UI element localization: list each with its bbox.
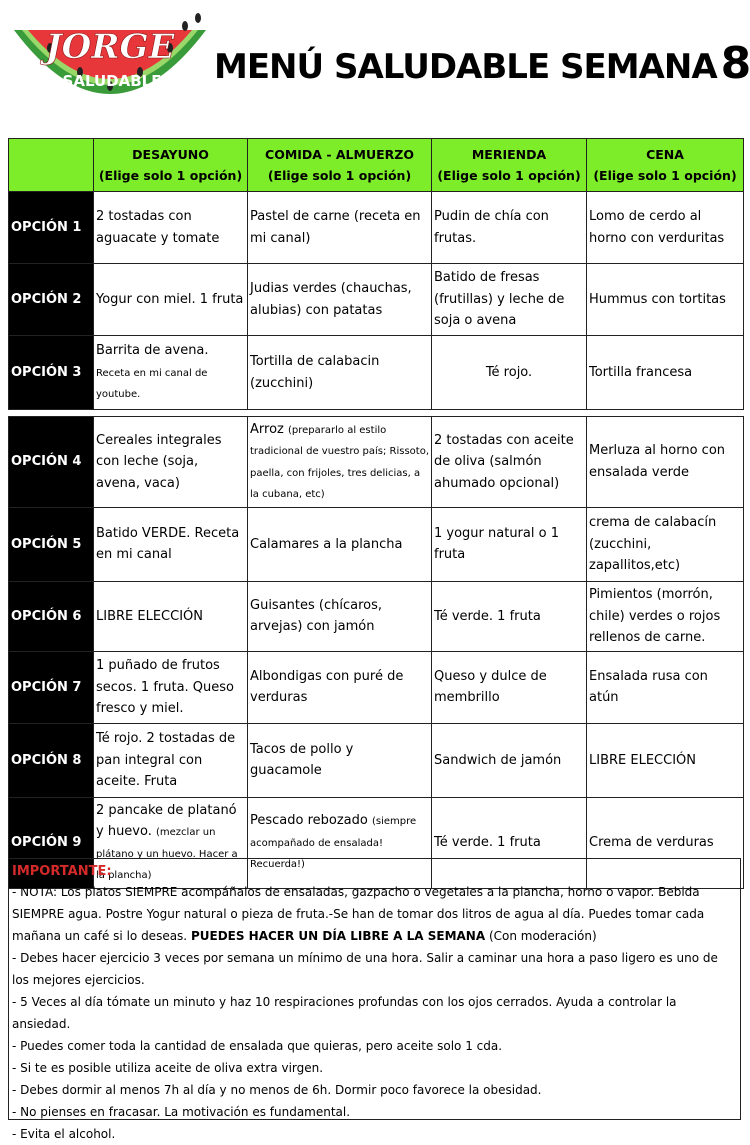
cell-cena: Pimientos (morrón, chile) verdes o rojos rellenos de carne.	[587, 581, 744, 651]
cell-merienda: Té verde. 1 fruta	[432, 797, 587, 888]
cell-comida: Tortilla de calabacin (zucchini)	[248, 336, 432, 410]
col-header-comida: COMIDA - ALMUERZO (Elige solo 1 opción)	[248, 139, 432, 192]
cell-note: (mezclar un plátano y un huevo. Hacer a la plancha)	[96, 827, 238, 882]
table-row	[9, 417, 744, 508]
note-item: - No pienses en fracasar. La motivación es fundamental.	[12, 1105, 351, 1119]
cell-merienda: Pudin de chía con frutas.	[432, 192, 587, 264]
cell-merienda: Té verde. 1 fruta	[432, 581, 587, 651]
table-row	[9, 651, 744, 723]
note-bold: PUEDES HACER UN DÍA LIBRE A LA SEMANA	[190, 929, 486, 943]
logo-text-1: JORGE	[45, 27, 175, 67]
menu-table	[8, 138, 744, 889]
table-row	[9, 581, 744, 651]
cell-cena: Tortilla francesa	[587, 336, 744, 410]
cell-desayuno: Batido VERDE. Receta en mi canal	[94, 507, 248, 581]
option-label: OPCIÓN 2	[9, 264, 94, 336]
note-item: - Debes dormir al menos 7h al día y no menos de 6h. Dormir poco favorece la obesidad.	[12, 1083, 542, 1097]
table-row	[9, 723, 744, 797]
option-label: OPCIÓN 6	[9, 581, 94, 651]
option-label: OPCIÓN 7	[9, 651, 94, 723]
note-item: - Evita el alcohol.	[12, 1127, 116, 1141]
table-row	[9, 264, 744, 336]
watermelon-logo-icon	[10, 8, 210, 123]
cell-cena: crema de calabacín (zucchini, zapallitos,etc)	[587, 507, 744, 581]
page-title	[214, 38, 750, 89]
cell-merienda: 2 tostadas con aceite de oliva (salmón ahumado opcional)	[432, 417, 587, 508]
title-text: MENÚ SALUDABLE SEMANA	[214, 47, 717, 87]
notes-box	[8, 858, 741, 1141]
table-row	[9, 507, 744, 581]
cell-comida: Tacos de pollo y guacamole	[248, 723, 432, 797]
option-label: OPCIÓN 3	[9, 336, 94, 410]
cell-desayuno: Yogur con miel. 1 fruta	[94, 264, 248, 336]
cell-comida: Albondigas con puré de verduras	[248, 651, 432, 723]
cell-comida: Pastel de carne (receta en mi canal)	[248, 192, 432, 264]
cell-cena: Crema de verduras	[587, 797, 744, 888]
cell-merienda: Queso y dulce de membrillo	[432, 651, 587, 723]
option-label: OPCIÓN 5	[9, 507, 94, 581]
cell-comida: Judias verdes (chauchas, alubias) con patatas	[248, 264, 432, 336]
cell-cena: Merluza al horno con ensalada verde	[587, 417, 744, 508]
cell-cena: Hummus con tortitas	[587, 264, 744, 336]
note-item: - 5 Veces al día tómate un minuto y haz 10 respiraciones profundas con los ojos cerrados. Ayuda a controlar la ansiedad.	[12, 995, 677, 1031]
option-label: OPCIÓN 4	[9, 417, 94, 508]
note-item: - Debes hacer ejercicio 3 veces por semana un mínimo de una hora. Salir a caminar una hora a paso ligero es uno de los mejores ejercicios.	[12, 951, 718, 987]
cell-note: (siempre acompañado de ensalada! Recuerda!)	[250, 816, 417, 871]
col-header-cena: CENA (Elige solo 1 opción)	[587, 139, 744, 192]
note-paragraph: - NOTA: Los platos SIEMPRE acompáñalos de ensaladas, gazpacho o vegetales a la plancha, horno o vapor. Bebida SIEMPRE agua. Postre Yogur natural o pieza de fruta.-Se han de tomar dos litros de agua al día. Puedes tomar cada mañana un café si lo deseas. PUEDES HACER UN DÍA LIBRE A LA SEMANA (Con moderación)	[12, 885, 705, 943]
cell-merienda: Batido de fresas (frutillas) y leche de soja o avena	[432, 264, 587, 336]
row-separator	[9, 410, 744, 417]
cell-desayuno: Té rojo. 2 tostadas de pan integral con aceite. Fruta	[94, 723, 248, 797]
option-label: OPCIÓN 8	[9, 723, 94, 797]
table-row	[9, 336, 744, 410]
table-row	[9, 192, 744, 264]
cell-comida: Calamares a la plancha	[248, 507, 432, 581]
cell-comida: Pescado rebozado (siempre acompañado de ensalada! Recuerda!)	[248, 797, 432, 888]
cell-desayuno: 2 tostadas con aguacate y tomate	[94, 192, 248, 264]
note-item: - Puedes comer toda la cantidad de ensalada que quieras, pero aceite solo 1 cda.	[12, 1039, 503, 1053]
cell-desayuno: Barrita de avena. Receta en mi canal de youtube.	[94, 336, 248, 410]
col-header-merienda: MERIENDA (Elige solo 1 opción)	[432, 139, 587, 192]
cell-cena: Ensalada rusa con atún	[587, 651, 744, 723]
cell-merienda: Sandwich de jamón	[432, 723, 587, 797]
note-item: - Si te es posible utiliza aceite de oliva extra virgen.	[12, 1061, 324, 1075]
cell-comida: Guisantes (chícaros, arvejas) con jamón	[248, 581, 432, 651]
header-row	[9, 139, 744, 192]
notes-heading: IMPORTANTE:	[12, 864, 112, 879]
cell-merienda: 1 yogur natural o 1 fruta	[432, 507, 587, 581]
cell-cena: Lomo de cerdo al horno con verduritas	[587, 192, 744, 264]
option-label: OPCIÓN 1	[9, 192, 94, 264]
cell-cena: LIBRE ELECCIÓN	[587, 723, 744, 797]
cell-desayuno: 1 puñado de frutos secos. 1 fruta. Queso fresco y miel.	[94, 651, 248, 723]
option-label: OPCIÓN 9	[9, 797, 94, 888]
cell-desayuno: LIBRE ELECCIÓN	[94, 581, 248, 651]
cell-desayuno: Cereales integrales con leche (soja, avena, vaca)	[94, 417, 248, 508]
week-number: 8	[720, 38, 750, 89]
col-header-desayuno: DESAYUNO (Elige solo 1 opción)	[94, 139, 248, 192]
logo-text-2: SALUDABLE	[62, 72, 162, 90]
cell-note: Receta en mi canal de youtube.	[96, 367, 208, 401]
cell-note: (prepararlo al estilo tradicional de vuestro país; Rissoto, paella, con frijoles, tres delicias, a la cubana, etc)	[250, 425, 430, 501]
corner-cell	[9, 139, 94, 192]
cell-desayuno: 2 pancake de platanó y huevo. (mezclar un plátano y un huevo. Hacer a la plancha)	[94, 797, 248, 888]
header	[0, 0, 750, 130]
cell-merienda: Té rojo.	[432, 336, 587, 410]
cell-comida: Arroz (prepararlo al estilo tradicional de vuestro país; Rissoto, paella, con frijoles, tres delicias, a la cubana, etc)	[248, 417, 432, 508]
